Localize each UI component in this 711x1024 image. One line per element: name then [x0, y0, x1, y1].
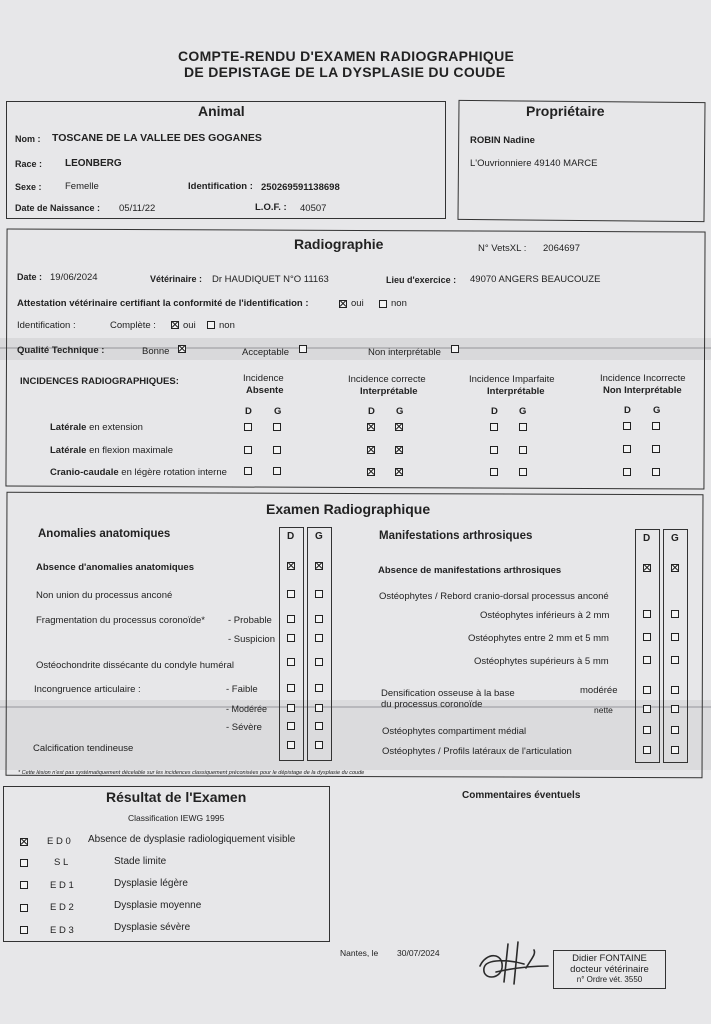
row-label-normal: en flexion maximale	[86, 445, 174, 456]
incidence-checkbox[interactable]	[244, 467, 252, 475]
bonne-label: Bonne	[142, 346, 170, 357]
lof-value: 40507	[300, 203, 327, 214]
examen-checkbox[interactable]	[671, 564, 679, 572]
g-header: G	[396, 406, 404, 417]
date-label: Date :	[17, 272, 43, 282]
examen-checkbox[interactable]	[315, 722, 323, 730]
non-union-label: Non union du processus anconé	[36, 590, 173, 601]
incidence-checkbox[interactable]	[244, 423, 252, 431]
footnote: * Cette lésion n'est pas systématiquement décelable sur les incidences classiquement préconisées pour le dépistage de la dysplasie du coude	[18, 770, 365, 776]
attestation-non-label: non	[391, 298, 407, 309]
result-label: Dysplasie moyenne	[114, 900, 202, 911]
qualite-label: Qualité Technique :	[17, 345, 105, 356]
examen-checkbox[interactable]	[671, 656, 679, 664]
complete-non-checkbox[interactable]	[207, 321, 215, 329]
attestation-oui-checkbox[interactable]	[339, 300, 347, 308]
attestation-oui-label: oui	[351, 298, 364, 309]
resultat-heading: Résultat de l'Examen	[106, 789, 247, 805]
nom-label: Nom :	[15, 134, 41, 144]
incidence-checkbox[interactable]	[273, 446, 281, 454]
non-interpretable-label: Non interprétable	[368, 347, 441, 358]
examen-checkbox[interactable]	[287, 615, 295, 623]
col-absente-line2: Absente	[246, 385, 284, 396]
examen-checkbox[interactable]	[643, 564, 651, 572]
incidence-checkbox[interactable]	[395, 423, 403, 431]
g-header: G	[315, 531, 323, 542]
examen-checkbox[interactable]	[287, 684, 295, 692]
lieu-label: Lieu d'exercice :	[386, 275, 457, 285]
examen-checkbox[interactable]	[315, 658, 323, 666]
col-incorrecte-line1: Incidence Incorrecte	[600, 373, 686, 384]
absence-anomalies-label: Absence d'anomalies anatomiques	[36, 562, 195, 573]
place-date-label: Nantes, le	[340, 948, 379, 958]
result-label: Absence de dysplasie radiologiquement visible	[88, 834, 296, 845]
examen-checkbox[interactable]	[315, 684, 323, 692]
race-label: Race :	[15, 159, 43, 169]
examen-checkbox[interactable]	[287, 562, 295, 570]
stamp-name: Didier FONTAINE	[572, 953, 647, 964]
incidence-checkbox[interactable]	[367, 468, 375, 476]
acceptable-checkbox[interactable]	[299, 345, 307, 353]
incidence-checkbox[interactable]	[623, 422, 631, 430]
result-code: E D 1	[50, 880, 74, 891]
examen-checkbox[interactable]	[287, 590, 295, 598]
incidence-checkbox[interactable]	[367, 423, 375, 431]
examen-checkbox[interactable]	[315, 741, 323, 749]
d-header: D	[643, 533, 651, 544]
incidence-checkbox[interactable]	[519, 446, 527, 454]
identification-label: Identification :	[188, 181, 253, 192]
non-interpretable-checkbox[interactable]	[451, 345, 459, 353]
acceptable-label: Acceptable	[242, 347, 290, 358]
col-imparfaite-line2: Interprétable	[487, 386, 545, 397]
attestation-non-checkbox[interactable]	[379, 300, 387, 308]
g-header: G	[653, 405, 661, 416]
result-code: E D 2	[50, 902, 74, 913]
commentaires-label: Commentaires éventuels	[462, 790, 581, 801]
handwritten-signature	[474, 938, 554, 988]
veterinaire-value: Dr HAUDIQUET N°O 11163	[212, 274, 329, 285]
examen-checkbox[interactable]	[671, 633, 679, 641]
examen-checkbox[interactable]	[671, 705, 679, 713]
densification-nette-label: nette	[594, 705, 613, 715]
incidence-row-label	[50, 422, 143, 433]
radiographie-heading: Radiographie	[294, 236, 384, 252]
examen-checkbox[interactable]	[315, 590, 323, 598]
examen-checkbox[interactable]	[671, 746, 679, 754]
incidence-checkbox[interactable]	[244, 446, 252, 454]
stamp-ordre: n° Ordre vét. 3550	[576, 975, 643, 984]
osteophytes-rebord-label: Ostéophytes / Rebord cranio-dorsal processus anconé	[379, 591, 609, 602]
incidence-checkbox[interactable]	[395, 446, 403, 454]
examen-checkbox[interactable]	[315, 562, 323, 570]
incidence-checkbox[interactable]	[519, 468, 527, 476]
vetsxl-label: N° VetsXL :	[478, 243, 527, 254]
result-ed2-checkbox[interactable]	[20, 904, 28, 912]
osteophytes-sup-label: Ostéophytes supérieurs à 5 mm	[474, 656, 609, 667]
osteophytes-medial-label: Ostéophytes compartiment médial	[382, 726, 527, 737]
g-header: G	[519, 406, 527, 417]
result-sl-checkbox[interactable]	[20, 859, 28, 867]
col-correcte-line1: Incidence correcte	[348, 374, 426, 385]
incidence-checkbox[interactable]	[623, 445, 631, 453]
vetsxl-value: 2064697	[543, 243, 580, 254]
fragmentation-label: Fragmentation du processus coronoïde*	[36, 615, 205, 626]
incidence-checkbox[interactable]	[367, 446, 375, 454]
animal-heading: Animal	[198, 103, 245, 119]
examen-checkbox[interactable]	[315, 704, 323, 712]
osteophytes-entre-label: Ostéophytes entre 2 mm et 5 mm	[468, 633, 609, 644]
incidence-row-label	[50, 445, 173, 456]
examen-checkbox[interactable]	[643, 686, 651, 694]
proprietaire-address: L'Ouvrionniere 49140 MARCE	[470, 158, 598, 169]
g-header: G	[671, 533, 679, 544]
row-label-normal: en légère rotation interne	[118, 467, 227, 478]
incidence-checkbox[interactable]	[652, 422, 660, 430]
examen-checkbox[interactable]	[287, 741, 295, 749]
result-ed0-checkbox[interactable]	[20, 838, 28, 846]
osteochondrite-label: Ostéochondrite dissécante du condyle huméral	[36, 660, 235, 671]
absence-manifestations-label: Absence de manifestations arthrosiques	[378, 565, 562, 576]
col-incorrecte-line2: Non Interprétable	[603, 385, 682, 396]
result-code: E D 3	[50, 925, 74, 936]
race-value: LEONBERG	[65, 158, 122, 169]
complete-oui-label: oui	[183, 320, 196, 331]
densification-label-2: du processus coronoïde	[381, 699, 483, 710]
examen-checkbox[interactable]	[287, 634, 295, 642]
complete-oui-checkbox[interactable]	[171, 321, 179, 329]
nom-value: TOSCANE DE LA VALLEE DES GOGANES	[52, 132, 262, 144]
examen-checkbox[interactable]	[643, 656, 651, 664]
row-label-bold: Latérale	[50, 445, 87, 456]
osteophytes-lateraux-label: Ostéophytes / Profils latéraux de l'articulation	[382, 746, 572, 757]
identification-check-label: Identification :	[17, 320, 76, 331]
naissance-value: 05/11/22	[119, 203, 156, 214]
d-header: D	[245, 406, 252, 417]
severe-label: - Sévère	[226, 722, 262, 733]
title-line-1: COMPTE-RENDU D'EXAMEN RADIOGRAPHIQUE	[178, 48, 515, 64]
examen-checkbox[interactable]	[315, 634, 323, 642]
stamp-title: docteur vétérinaire	[570, 964, 649, 975]
probable-label: - Probable	[228, 615, 272, 626]
proprietaire-name: ROBIN Nadine	[470, 135, 535, 146]
examen-checkbox[interactable]	[287, 722, 295, 730]
examen-checkbox[interactable]	[287, 658, 295, 666]
d-header: D	[491, 406, 498, 417]
densification-moderee-label: modérée	[580, 685, 618, 696]
suspicion-label: - Suspicion	[228, 634, 275, 645]
incidence-checkbox[interactable]	[273, 423, 281, 431]
naissance-label: Date de Naissance :	[15, 203, 101, 213]
incidence-checkbox[interactable]	[395, 468, 403, 476]
d-header: D	[287, 531, 295, 542]
result-label: Dysplasie sévère	[114, 922, 191, 933]
examen-checkbox[interactable]	[643, 705, 651, 713]
row-label-bold: Cranio-caudale	[50, 467, 119, 478]
incidence-checkbox[interactable]	[519, 423, 527, 431]
g-header: G	[274, 406, 282, 417]
manifestations-heading: Manifestations arthrosiques	[379, 530, 533, 542]
incidence-checkbox[interactable]	[490, 423, 498, 431]
examen-checkbox[interactable]	[315, 615, 323, 623]
faible-label: - Faible	[226, 684, 258, 695]
examen-checkbox[interactable]	[671, 726, 679, 734]
examen-checkbox[interactable]	[643, 746, 651, 754]
incidence-checkbox[interactable]	[273, 467, 281, 475]
signature-date: 30/07/2024	[397, 948, 440, 958]
result-ed1-checkbox[interactable]	[20, 881, 28, 889]
result-label: Stade limite	[114, 856, 167, 867]
incongruence-label: Incongruence articulaire :	[34, 684, 141, 695]
densification-label-1: Densification osseuse à la base	[381, 688, 515, 699]
incidence-checkbox[interactable]	[623, 468, 631, 476]
examen-checkbox[interactable]	[643, 633, 651, 641]
incidence-checkbox[interactable]	[490, 468, 498, 476]
lieu-value: 49070 ANGERS BEAUCOUZE	[470, 274, 601, 285]
moderee-label: - Modérée	[226, 704, 268, 714]
classification-label: Classification IEWG 1995	[128, 813, 225, 823]
d-header: D	[624, 405, 631, 416]
lof-label: L.O.F. :	[255, 202, 287, 213]
sexe-value: Femelle	[65, 181, 99, 192]
osteophytes-inf-label: Ostéophytes inférieurs à 2 mm	[480, 610, 610, 621]
veterinaire-label: Vétérinaire :	[150, 274, 203, 284]
incidence-checkbox[interactable]	[490, 446, 498, 454]
veterinarian-stamp	[553, 950, 666, 989]
col-imparfaite-line1: Incidence Imparfaite	[469, 374, 555, 385]
title-line-2: DE DEPISTAGE DE LA DYSPLASIE DU COUDE	[184, 64, 506, 80]
row-label-normal: en extension	[86, 422, 143, 433]
incidence-checkbox[interactable]	[652, 445, 660, 453]
bonne-checkbox[interactable]	[178, 345, 186, 353]
proprietaire-heading: Propriétaire	[526, 103, 605, 119]
incidence-checkbox[interactable]	[652, 468, 660, 476]
complete-non-label: non	[219, 320, 235, 331]
calcification-label: Calcification tendineuse	[33, 743, 134, 754]
date-value: 19/06/2024	[50, 272, 98, 283]
result-code: E D 0	[47, 836, 71, 847]
result-code: S L	[54, 857, 69, 868]
examen-heading: Examen Radiographique	[266, 501, 431, 517]
col-correcte-line2: Interprétable	[360, 386, 418, 397]
d-header: D	[368, 406, 375, 417]
result-label: Dysplasie légère	[114, 878, 188, 889]
examen-checkbox[interactable]	[671, 686, 679, 694]
result-ed3-checkbox[interactable]	[20, 926, 28, 934]
examen-checkbox[interactable]	[671, 610, 679, 618]
sexe-label: Sexe :	[15, 182, 42, 192]
examen-checkbox[interactable]	[643, 610, 651, 618]
col-absente-line1: Incidence	[243, 373, 284, 384]
examen-checkbox[interactable]	[287, 704, 295, 712]
resultat-box	[3, 786, 330, 942]
complete-label: Complète :	[110, 320, 156, 331]
incidences-label: INCIDENCES RADIOGRAPHIQUES:	[20, 376, 179, 387]
row-label-bold: Latérale	[50, 422, 87, 433]
examen-checkbox[interactable]	[643, 726, 651, 734]
attestation-label: Attestation vétérinaire certifiant la conformité de l'identification :	[17, 298, 309, 309]
anomalies-heading: Anomalies anatomiques	[38, 528, 171, 540]
identification-value: 250269591138698	[261, 182, 340, 193]
incidence-row-label	[50, 467, 227, 478]
